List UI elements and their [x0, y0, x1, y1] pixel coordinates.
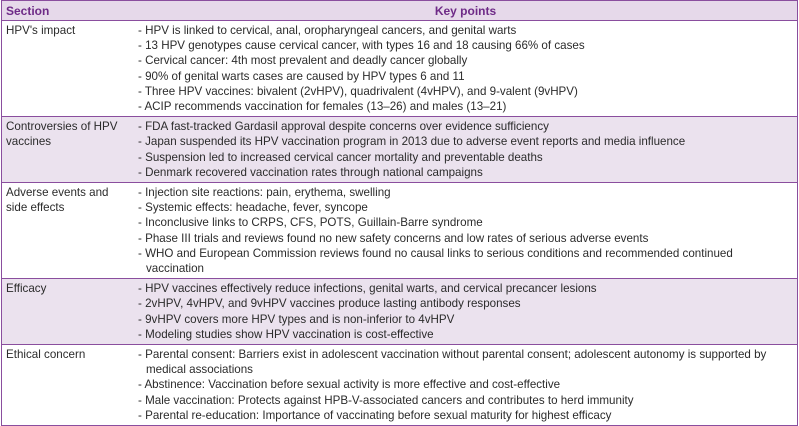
- key-point: - Suspension led to increased cervical cancer mortality and preventable deaths: [138, 150, 543, 164]
- key-points-cell: [134, 279, 798, 345]
- section-cell: HPV's impact: [2, 21, 135, 117]
- key-point: - HPV is linked to cervical, anal, oropharyngeal cancers, and genital warts: [138, 24, 517, 37]
- key-point: - WHO and European Commission reviews found no causal links to serious conditions and recommended continued vaccination: [138, 246, 733, 276]
- table-row: [2, 279, 798, 345]
- key-point: - Abstinence: Vaccination before sexual activity is more effective and cost-effective: [138, 378, 561, 392]
- key-points-cell: [134, 21, 798, 117]
- key-point: - Three HPV vaccines: bivalent (2vHPV), quadrivalent (4vHPV), and 9-valent (9vHPV): [138, 84, 578, 98]
- section-cell: Efficacy: [2, 279, 135, 345]
- section-cell: Adverse events and side effects: [2, 183, 135, 279]
- table-row: [2, 21, 798, 117]
- key-point: - FDA fast-tracked Gardasil approval despite concerns over evidence sufficiency: [138, 120, 549, 134]
- table-row: [2, 117, 798, 183]
- key-point: - Phase III trials and reviews found no new safety concerns and low rates of serious adverse events: [138, 231, 649, 245]
- header-section: Section: [2, 1, 135, 21]
- table-header-row: [2, 1, 798, 21]
- key-point: - 2vHPV, 4vHPV, and 9vHPV vaccines produce lasting antibody responses: [138, 297, 521, 311]
- key-point: - HPV vaccines effectively reduce infections, genital warts, and cervical precancer lesions: [138, 282, 597, 296]
- section-cell: Controversies of HPV vaccines: [2, 117, 135, 183]
- key-point: - 9vHPV covers more HPV types and is non-inferior to 4vHPV: [138, 312, 455, 326]
- key-points-cell: [134, 117, 798, 183]
- table-row: [2, 183, 798, 279]
- key-point: - Parental re-education: Importance of vaccinating before sexual maturity for highest efficacy: [138, 408, 612, 422]
- key-point: - Injection site reactions: pain, erythema, swelling: [138, 186, 391, 200]
- key-point: - Inconclusive links to CRPS, CFS, POTS, Guillain-Barre syndrome: [138, 216, 483, 230]
- key-point: - Parental consent: Barriers exist in adolescent vaccination without parental consent; adolescent autonomy is supported by medical associations: [138, 348, 767, 377]
- key-point: - Cervical cancer: 4th most prevalent and deadly cancer globally: [138, 54, 468, 68]
- key-points-cell: [134, 345, 798, 426]
- key-point: - Denmark recovered vaccination rates through national campaigns: [138, 165, 483, 179]
- key-point: - Male vaccination: Protects against HPB-V-associated cancers and contributes to herd immunity: [138, 393, 634, 407]
- section-cell: Ethical concern: [2, 345, 135, 426]
- key-point: - 90% of genital warts cases are caused by HPV types 6 and 11: [138, 69, 465, 83]
- key-point: - ACIP recommends vaccination for females (13–26) and males (13–21): [138, 100, 507, 114]
- hpv-summary-table: [1, 0, 798, 426]
- key-point: - 13 HPV genotypes cause cervical cancer, with types 16 and 18 causing 66% of cases: [138, 39, 585, 53]
- key-point: - Japan suspended its HPV vaccination program in 2013 due to adverse event reports and media influence: [138, 135, 686, 149]
- key-points-cell: [134, 183, 798, 279]
- key-point: - Modeling studies show HPV vaccination is cost-effective: [138, 327, 434, 341]
- table-body: [2, 21, 798, 426]
- key-point: - Systemic effects: headache, fever, syncope: [138, 201, 368, 215]
- header-key-points: Key points: [134, 1, 798, 21]
- table-row: [2, 345, 798, 426]
